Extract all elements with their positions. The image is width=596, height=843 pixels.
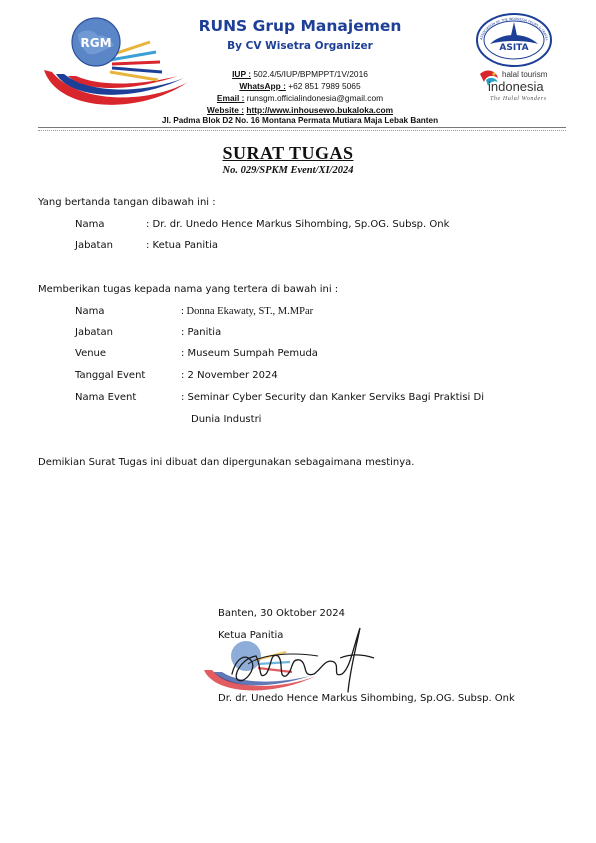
email-label: Email : (216, 93, 245, 103)
signer-jabatan-value: : Ketua Panitia (146, 240, 218, 251)
rgm-logo (38, 12, 190, 116)
whatsapp-value: +62 851 7989 5065 (288, 81, 361, 91)
closing-text: Demikian Surat Tugas ini dibuat dan dipergunakan sebagaimana mestinya. (38, 457, 415, 468)
whatsapp-line (190, 80, 410, 92)
email-value[interactable]: runsgm.officialindonesia@gmail.com (246, 93, 384, 103)
header-divider (38, 127, 566, 128)
assignee-nama-label: Nama (75, 306, 105, 317)
asita-text: ASITA (499, 43, 529, 53)
assignee-event-value-2: Dunia Industri (191, 414, 262, 425)
assignee-event-label: Nama Event (75, 392, 137, 403)
assignee-nama-value: : Donna Ekawaty, ST., M.MPar (181, 306, 314, 317)
letter-title: SURAT TUGAS (222, 143, 354, 163)
asita-logo (474, 12, 554, 68)
halal-line1: halal tourism (502, 70, 548, 79)
signer-jabatan-label: Jabatan (75, 240, 113, 251)
iup-value: 502.4/5/IUP/BPMPPT/1V/2016 (253, 69, 368, 79)
company-subtitle: By CV Wisetra Organizer (227, 40, 373, 52)
iup-label: IUP : (232, 69, 252, 79)
website-line (190, 104, 410, 116)
assignee-venue-value: : Museum Sumpah Pemuda (181, 348, 318, 359)
company-name: RUNS Grup Manajemen (198, 17, 402, 35)
header-divider-2 (38, 130, 566, 131)
letter-number: No. 029/SPKM Event/XI/2024 (222, 165, 354, 176)
assignee-event-value-1: : Seminar Cyber Security dan Kanker Serviks Bagi Praktisi Di (181, 392, 484, 403)
iup-line (190, 68, 410, 80)
signer-nama-value: : Dr. dr. Unedo Hence Markus Sihombing, Sp.OG. Subsp. Onk (146, 219, 450, 230)
assignee-venue-label: Venue (75, 348, 107, 359)
intro-text: Yang bertanda tangan dibawah ini : (38, 197, 216, 208)
assignee-tanggal-label: Tanggal Event (75, 370, 146, 381)
halal-line3: The Halal Wonders (490, 96, 547, 102)
assignee-jabatan-value: : Panitia (181, 327, 222, 338)
assign-intro: Memberikan tugas kepada nama yang tertera di bawah ini : (38, 284, 339, 295)
website-link[interactable]: http://www.inhousewo.bukaloka.com (246, 105, 394, 115)
address-line: Jl. Padma Blok D2 No. 16 Montana Permata Mutiara Maja Lebak Banten (161, 116, 439, 125)
halal-line2: indonesia (488, 79, 544, 94)
website-label: Website : (206, 105, 244, 115)
sign-name: Dr. dr. Unedo Hence Markus Sihombing, Sp.OG. Subsp. Onk (218, 693, 515, 704)
assignee-jabatan-label: Jabatan (75, 327, 113, 338)
asita-ring-text: ASSOCIATION OF THE INDONESIA TOURS & TRAVEL (479, 16, 549, 41)
whatsapp-label: WhatsApp : (239, 81, 286, 91)
email-line (190, 92, 410, 104)
rgm-logo-text: RGM (80, 36, 112, 50)
place-date: Banten, 30 Oktober 2024 (218, 608, 345, 619)
signer-nama-label: Nama (75, 219, 105, 230)
assignee-tanggal-value: : 2 November 2024 (181, 370, 278, 381)
sign-role: Ketua Panitia (218, 630, 284, 641)
signature (222, 618, 382, 698)
